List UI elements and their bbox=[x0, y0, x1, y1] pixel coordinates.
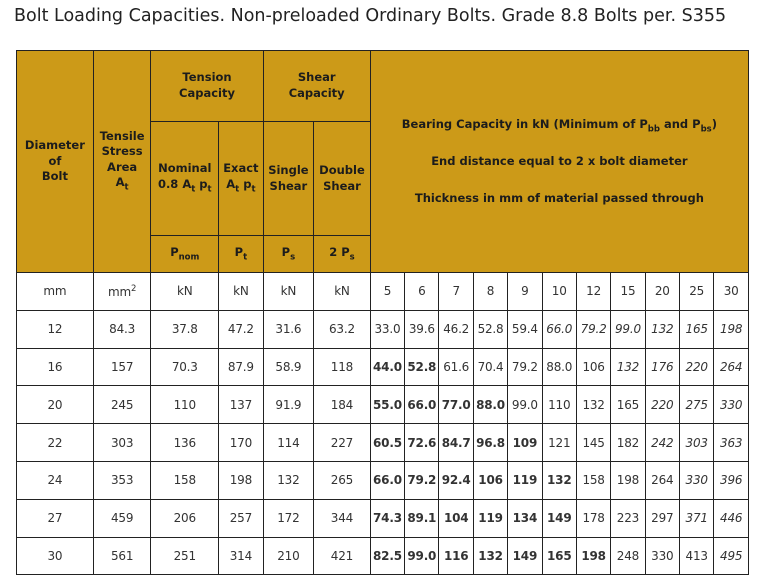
bearing-cell: 119 bbox=[473, 499, 507, 537]
bearing-cell: 61.6 bbox=[439, 348, 473, 386]
header-exact-formula-sub2: t bbox=[251, 184, 256, 195]
header-shear-line2: Capacity bbox=[288, 86, 345, 100]
bearing-cell: 165 bbox=[611, 386, 645, 424]
header-pt bbox=[219, 236, 263, 273]
header-ps-symbol: P bbox=[281, 244, 291, 259]
diameter-cell: 16 bbox=[17, 348, 94, 386]
bearing-cell: 70.4 bbox=[473, 348, 507, 386]
header-2ps-sub: s bbox=[349, 251, 355, 262]
header-single-sub: Shear bbox=[269, 178, 308, 193]
header-tensile-symbol: A bbox=[115, 175, 125, 190]
bearing-cell: 264 bbox=[645, 461, 679, 499]
bearing-cell: 106 bbox=[576, 348, 610, 386]
bearing-cell: 72.6 bbox=[405, 424, 439, 462]
bearing-cell: 82.5 bbox=[370, 537, 404, 575]
unit-cell: kN bbox=[263, 273, 314, 311]
area-cell: 561 bbox=[93, 537, 151, 575]
bearing-cell: 89.1 bbox=[405, 499, 439, 537]
bearing-cell: 495 bbox=[714, 537, 749, 575]
bearing-cell: 132 bbox=[611, 348, 645, 386]
header-2ps-symbol: 2 P bbox=[329, 244, 350, 259]
pnom-cell: 206 bbox=[151, 499, 219, 537]
header-bearing-sub1: bb bbox=[647, 124, 660, 135]
pt-cell: 170 bbox=[219, 424, 263, 462]
bearing-cell: 79.2 bbox=[405, 461, 439, 499]
ps-cell: 210 bbox=[263, 537, 314, 575]
ps2-cell: 344 bbox=[314, 499, 371, 537]
unit-cell: kN bbox=[219, 273, 263, 311]
diameter-cell: 24 bbox=[17, 461, 94, 499]
bearing-cell: 116 bbox=[439, 537, 473, 575]
bearing-cell: 92.4 bbox=[439, 461, 473, 499]
unit-mm2-sup: 2 bbox=[131, 283, 137, 294]
bearing-cell: 66.0 bbox=[542, 310, 576, 348]
bearing-cell: 223 bbox=[611, 499, 645, 537]
header-exact-formula: A bbox=[226, 176, 236, 191]
bearing-cell: 176 bbox=[645, 348, 679, 386]
header-exact-label: Exact bbox=[223, 161, 259, 176]
bearing-cell: 59.4 bbox=[508, 310, 542, 348]
pnom-cell: 251 bbox=[151, 537, 219, 575]
bearing-cell: 44.0 bbox=[370, 348, 404, 386]
bearing-cell: 178 bbox=[576, 499, 610, 537]
header-exact bbox=[219, 122, 263, 236]
ps-cell: 58.9 bbox=[263, 348, 314, 386]
bearing-cell: 39.6 bbox=[405, 310, 439, 348]
header-single-shear bbox=[263, 122, 314, 236]
header-bearing-line3: Thickness in mm of material passed through bbox=[414, 191, 704, 206]
bearing-cell: 52.8 bbox=[405, 348, 439, 386]
bearing-cell: 77.0 bbox=[439, 386, 473, 424]
pt-cell: 314 bbox=[219, 537, 263, 575]
bearing-cell: 413 bbox=[680, 537, 714, 575]
header-2ps bbox=[314, 236, 371, 273]
unit-mm2: mm bbox=[108, 284, 131, 299]
area-cell: 84.3 bbox=[93, 310, 151, 348]
unit-cell: kN bbox=[151, 273, 219, 311]
bearing-cell: 33.0 bbox=[370, 310, 404, 348]
bearing-cell: 220 bbox=[645, 386, 679, 424]
bearing-cell: 84.7 bbox=[439, 424, 473, 462]
header-shear-capacity bbox=[263, 51, 370, 122]
header-bearing-capacity bbox=[370, 51, 748, 273]
thickness-cell: 5 bbox=[370, 273, 404, 311]
ps2-cell: 118 bbox=[314, 348, 371, 386]
header-double-shear bbox=[314, 122, 371, 236]
header-tension-line1: Tension bbox=[182, 70, 232, 85]
bearing-cell: 99.0 bbox=[405, 537, 439, 575]
ps2-cell: 265 bbox=[314, 461, 371, 499]
header-diameter-line3: Bolt bbox=[41, 169, 68, 184]
thickness-cell: 12 bbox=[576, 273, 610, 311]
table-row bbox=[17, 348, 749, 386]
unit-cell: mm bbox=[17, 273, 94, 311]
bearing-cell: 52.8 bbox=[473, 310, 507, 348]
bearing-cell: 74.3 bbox=[370, 499, 404, 537]
ps-cell: 172 bbox=[263, 499, 314, 537]
unit-cell: kN bbox=[314, 273, 371, 311]
header-tensile-line2: Stress bbox=[101, 144, 143, 159]
pt-cell: 198 bbox=[219, 461, 263, 499]
ps-cell: 132 bbox=[263, 461, 314, 499]
header-tensile-area bbox=[93, 51, 151, 273]
thickness-cell: 30 bbox=[714, 273, 749, 311]
bearing-cell: 134 bbox=[508, 499, 542, 537]
diameter-cell: 27 bbox=[17, 499, 94, 537]
header-shear-line1: Shear bbox=[297, 70, 336, 85]
bearing-cell: 446 bbox=[714, 499, 749, 537]
bearing-cell: 132 bbox=[645, 310, 679, 348]
area-cell: 353 bbox=[93, 461, 151, 499]
pt-cell: 47.2 bbox=[219, 310, 263, 348]
bearing-cell: 363 bbox=[714, 424, 749, 462]
header-nominal-formula-sub2: t bbox=[207, 184, 212, 195]
bearing-cell: 275 bbox=[680, 386, 714, 424]
area-cell: 157 bbox=[93, 348, 151, 386]
table-row bbox=[17, 537, 749, 575]
unit-cell bbox=[93, 273, 151, 311]
bearing-cell: 79.2 bbox=[508, 348, 542, 386]
diameter-cell: 12 bbox=[17, 310, 94, 348]
thickness-cell: 6 bbox=[405, 273, 439, 311]
header-bearing-line1: Bearing Capacity in kN (Minimum of P bbox=[401, 116, 648, 131]
header-bearing-mid: and P bbox=[659, 116, 701, 131]
bearing-cell: 119 bbox=[508, 461, 542, 499]
table-row bbox=[17, 386, 749, 424]
ps-cell: 31.6 bbox=[263, 310, 314, 348]
bearing-cell: 104 bbox=[439, 499, 473, 537]
header-diameter bbox=[17, 51, 94, 273]
bearing-cell: 88.0 bbox=[542, 348, 576, 386]
header-nominal-label: Nominal bbox=[158, 161, 212, 176]
bearing-cell: 220 bbox=[680, 348, 714, 386]
bearing-cell: 149 bbox=[508, 537, 542, 575]
area-cell: 459 bbox=[93, 499, 151, 537]
pt-cell: 257 bbox=[219, 499, 263, 537]
thickness-cell: 15 bbox=[611, 273, 645, 311]
table-row bbox=[17, 499, 749, 537]
bearing-cell: 132 bbox=[576, 386, 610, 424]
ps2-cell: 63.2 bbox=[314, 310, 371, 348]
ps-cell: 91.9 bbox=[263, 386, 314, 424]
header-pnom bbox=[151, 236, 219, 273]
header-double-label: Double bbox=[319, 162, 365, 177]
diameter-cell: 22 bbox=[17, 424, 94, 462]
header-tensile-line3: Area bbox=[107, 159, 138, 174]
header-nominal-formula: 0.8 A bbox=[157, 176, 192, 191]
header-ps-sub: s bbox=[290, 251, 296, 262]
bearing-cell: 55.0 bbox=[370, 386, 404, 424]
thickness-cell: 10 bbox=[542, 273, 576, 311]
thickness-cell: 8 bbox=[473, 273, 507, 311]
header-single-label: Single bbox=[268, 162, 309, 177]
bearing-cell: 110 bbox=[542, 386, 576, 424]
bearing-cell: 96.8 bbox=[473, 424, 507, 462]
header-tensile-line1: Tensile bbox=[99, 128, 145, 143]
bearing-cell: 297 bbox=[645, 499, 679, 537]
bearing-cell: 60.5 bbox=[370, 424, 404, 462]
bearing-cell: 132 bbox=[542, 461, 576, 499]
ps2-cell: 184 bbox=[314, 386, 371, 424]
table-row bbox=[17, 310, 749, 348]
header-ps bbox=[263, 236, 314, 273]
bearing-cell: 330 bbox=[714, 386, 749, 424]
bearing-cell: 99.0 bbox=[508, 386, 542, 424]
header-nominal-formula-p: p bbox=[195, 176, 208, 191]
bearing-cell: 248 bbox=[611, 537, 645, 575]
bearing-cell: 106 bbox=[473, 461, 507, 499]
bearing-cell: 330 bbox=[645, 537, 679, 575]
table-row bbox=[17, 424, 749, 462]
bearing-cell: 165 bbox=[542, 537, 576, 575]
header-diameter-line2: of bbox=[48, 153, 62, 168]
area-cell: 245 bbox=[93, 386, 151, 424]
header-pnom-sub: nom bbox=[178, 251, 200, 262]
ps2-cell: 421 bbox=[314, 537, 371, 575]
pt-cell: 87.9 bbox=[219, 348, 263, 386]
header-nominal bbox=[151, 122, 219, 236]
bearing-cell: 46.2 bbox=[439, 310, 473, 348]
area-cell: 303 bbox=[93, 424, 151, 462]
units-row bbox=[17, 273, 749, 311]
ps2-cell: 227 bbox=[314, 424, 371, 462]
header-bearing-sub2: bs bbox=[700, 124, 712, 135]
header-double-sub: Shear bbox=[323, 178, 361, 193]
diameter-cell: 30 bbox=[17, 537, 94, 575]
thickness-cell: 9 bbox=[508, 273, 542, 311]
header-tensile-symbol-sub: t bbox=[124, 182, 129, 193]
bearing-cell: 99.0 bbox=[611, 310, 645, 348]
header-pt-sub: t bbox=[243, 251, 248, 262]
table-body bbox=[17, 273, 749, 575]
pnom-cell: 70.3 bbox=[151, 348, 219, 386]
header-nominal-formula-sub: t bbox=[191, 184, 196, 195]
header-exact-formula-sub: t bbox=[235, 184, 240, 195]
page-title: Bolt Loading Capacities. Non-preloaded Ordinary Bolts. Grade 8.8 Bolts per. S355 bbox=[14, 6, 727, 26]
thickness-cell: 20 bbox=[645, 273, 679, 311]
pt-cell: 137 bbox=[219, 386, 263, 424]
header-tension-capacity bbox=[151, 51, 263, 122]
bearing-cell: 330 bbox=[680, 461, 714, 499]
bearing-cell: 396 bbox=[714, 461, 749, 499]
bearing-cell: 79.2 bbox=[576, 310, 610, 348]
table-row bbox=[17, 461, 749, 499]
header-bearing-line2: End distance equal to 2 x bolt diameter bbox=[431, 154, 688, 169]
bearing-cell: 132 bbox=[473, 537, 507, 575]
thickness-cell: 25 bbox=[680, 273, 714, 311]
bearing-cell: 165 bbox=[680, 310, 714, 348]
bearing-cell: 121 bbox=[542, 424, 576, 462]
bearing-cell: 145 bbox=[576, 424, 610, 462]
bearing-cell: 182 bbox=[611, 424, 645, 462]
bearing-cell: 198 bbox=[714, 310, 749, 348]
ps-cell: 114 bbox=[263, 424, 314, 462]
header-tension-line2: Capacity bbox=[179, 86, 235, 100]
pnom-cell: 158 bbox=[151, 461, 219, 499]
header-exact-formula-p: p bbox=[239, 176, 252, 191]
thickness-cell: 7 bbox=[439, 273, 473, 311]
pnom-cell: 37.8 bbox=[151, 310, 219, 348]
header-pnom-symbol: P bbox=[170, 244, 179, 259]
bearing-cell: 66.0 bbox=[370, 461, 404, 499]
header-bearing-close: ) bbox=[711, 116, 717, 131]
bearing-cell: 264 bbox=[714, 348, 749, 386]
bearing-cell: 242 bbox=[645, 424, 679, 462]
bearing-cell: 88.0 bbox=[473, 386, 507, 424]
pnom-cell: 110 bbox=[151, 386, 219, 424]
bearing-cell: 198 bbox=[611, 461, 645, 499]
bearing-cell: 149 bbox=[542, 499, 576, 537]
bearing-cell: 158 bbox=[576, 461, 610, 499]
bearing-cell: 109 bbox=[508, 424, 542, 462]
diameter-cell: 20 bbox=[17, 386, 94, 424]
header-diameter-line1: Diameter bbox=[24, 138, 85, 153]
bearing-cell: 371 bbox=[680, 499, 714, 537]
bearing-cell: 303 bbox=[680, 424, 714, 462]
pnom-cell: 136 bbox=[151, 424, 219, 462]
bolt-capacity-table bbox=[16, 50, 749, 575]
header-pt-symbol: P bbox=[234, 244, 244, 259]
bearing-cell: 66.0 bbox=[405, 386, 439, 424]
bearing-cell: 198 bbox=[576, 537, 610, 575]
